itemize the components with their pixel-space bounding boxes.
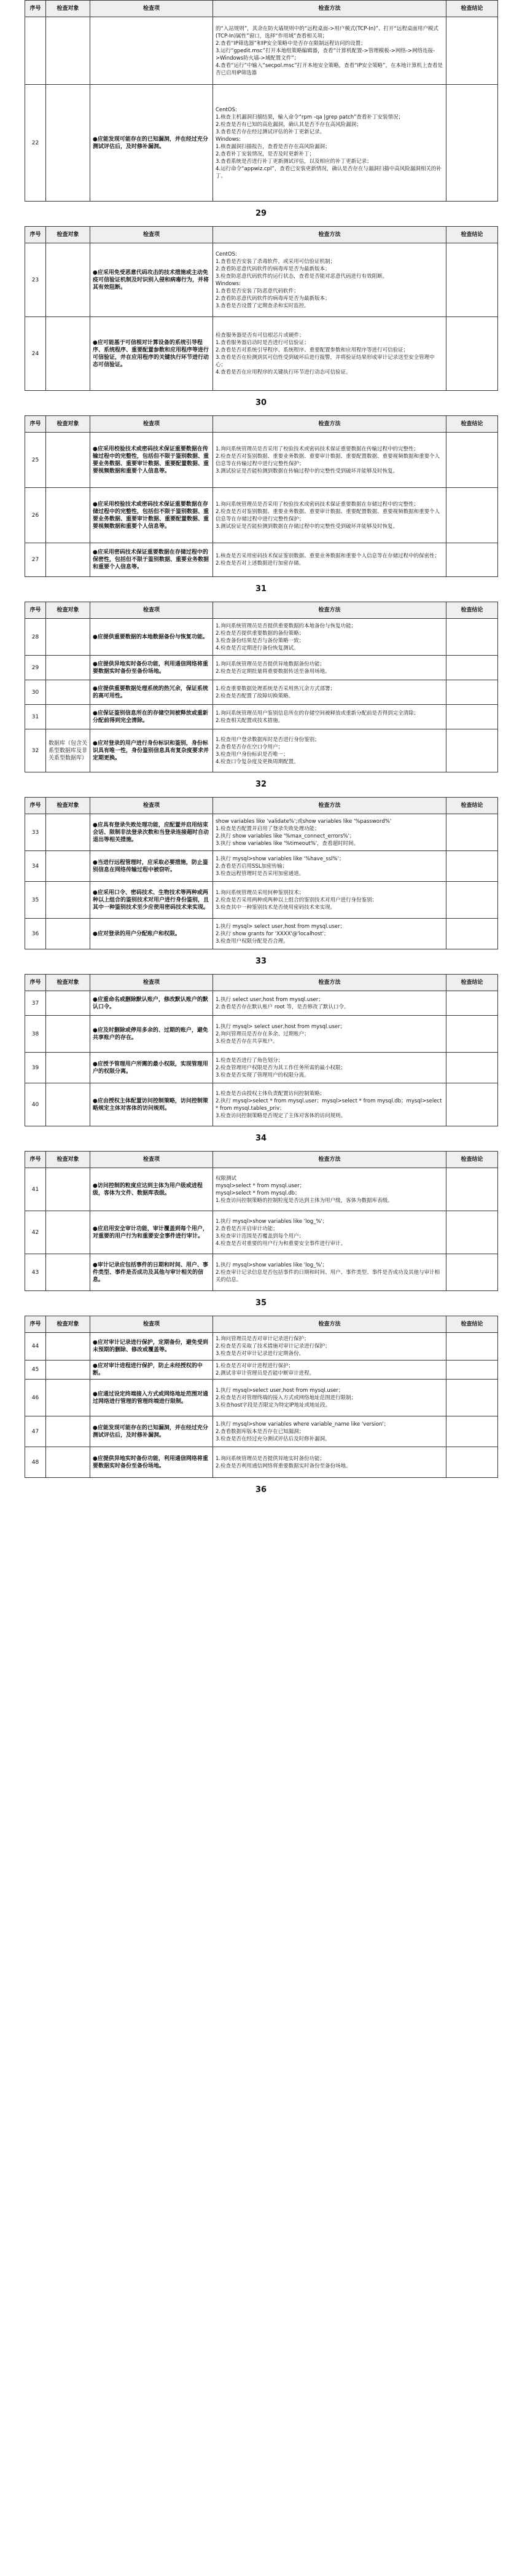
cell-method: 1.检查重要数据处理系统是否采用热冗余方式部署； 2.检查是否配置了故障切换策略。	[213, 680, 446, 705]
cell-num: 32	[25, 729, 46, 772]
cell-result	[446, 1361, 498, 1380]
page-number: 30	[255, 398, 267, 407]
cell-num: 38	[25, 1016, 46, 1053]
inspection-table	[25, 415, 498, 577]
table-header-row	[25, 602, 498, 619]
cell-method: 1.执行 mysql>show variables where variable_name like 'version'； 2.查看数据库版本是否存在已知漏洞； 3.检查是否在经过充分测试评估后及时修补漏洞。	[213, 1416, 446, 1447]
inspection-table	[25, 797, 498, 949]
column-header: 检查项	[90, 798, 213, 814]
cell-method: 1.询问管理员是否对审计记录进行保护； 2.检查是否采取了技术措施对审计记录进行保护； 3.检查是否对审计记录进行定期备份。	[213, 1333, 446, 1361]
cell-cat	[46, 243, 90, 317]
cell-item: ●应提供异地实时备份功能，利用通信网络将重要数据实时备份至备份场地。	[90, 656, 213, 680]
cell-result	[446, 729, 498, 772]
cell-cat	[46, 1416, 90, 1447]
cell-cat	[46, 1380, 90, 1416]
column-header: 检查方法	[213, 416, 446, 433]
column-header: 检查对象	[46, 1152, 90, 1168]
column-header: 检查结论	[446, 798, 498, 814]
table-row	[25, 85, 498, 202]
cell-cat	[46, 1254, 90, 1291]
cell-method: 的“入站规则”，其余在防火墙规则中的“远程桌面->用户模式(TCP-In)”、打开“远程桌面用户模式(TCP-In)属性”窗口，选择“作用域”查看相关项； 2.查看“IP筛选器”和IP安全策略中是否存在限制远程访问的设置； 3.运行“gpedit.msc”打开本地组策略编辑器，查看“计算机配置->管理模板->网络->网络连接->Windows防火墙->域配置文件”； 4.查看“运行”中输入“secpol.msc”打开本地安全策略，查看“IP安全策略”，在本地计算机上查看是否已启用IP筛选器	[213, 17, 446, 85]
cell-result	[446, 433, 498, 488]
page-section	[25, 415, 497, 577]
table-row	[25, 1168, 498, 1211]
table-row	[25, 851, 498, 882]
table-row	[25, 1211, 498, 1254]
cell-method: 1.检查是否对审计进程进行保护； 2.测试非审计管理员是否能中断审计进程。	[213, 1361, 446, 1380]
cell-item: ●应提供重要数据处理系统的热冗余，保证系统的高可用性。	[90, 680, 213, 705]
table-row	[25, 243, 498, 317]
cell-cat	[46, 1447, 90, 1478]
cell-cat: 数据库（包含关系型数据库及非关系型数据库）	[46, 729, 90, 772]
cell-cat	[46, 619, 90, 656]
cell-method: 1.检查是否进行了角色划分； 2.检查管理用户权限是否为其工作任务所需的最小权限； 3.检查是否实现了管理用户的权限分离。	[213, 1053, 446, 1083]
column-header: 检查方法	[213, 602, 446, 619]
table-row	[25, 882, 498, 919]
cell-cat	[46, 851, 90, 882]
table-row	[25, 1361, 498, 1380]
cell-result	[446, 991, 498, 1016]
cell-result	[446, 1083, 498, 1126]
page-number: 29	[255, 209, 267, 218]
cell-method: 1.询问系统管理员用户鉴别信息所在的存储空间被释放或重新分配前是否得到完全清除； 2.检查相关配置或技术措施。	[213, 705, 446, 729]
inspection-table	[25, 1316, 498, 1478]
cell-result	[446, 680, 498, 705]
column-header: 检查对象	[46, 798, 90, 814]
cell-result	[446, 656, 498, 680]
page-number: 31	[255, 584, 267, 594]
column-header: 检查方法	[213, 798, 446, 814]
cell-result	[446, 1254, 498, 1291]
cell-item	[90, 17, 213, 85]
table-row	[25, 433, 498, 488]
table-row	[25, 1053, 498, 1083]
cell-cat	[46, 1361, 90, 1380]
cell-method: 1.执行 mysql>show variables like 'log_%'； 2.查看是否开启审计功能； 3.检查审计范围是否覆盖到每个用户； 4.检查是否对重要的用户行为和重要安全事件进行审计。	[213, 1211, 446, 1254]
cell-item: ●应提供异地实时备份功能，利用通信网络将重要数据实时备份至备份场地。	[90, 1447, 213, 1478]
cell-item: ●应由授权主体配置访问控制策略，访问控制策略规定主体对客体的访问规则。	[90, 1083, 213, 1126]
cell-method: 检查服务器是否有可信根芯片或硬件； 1.查看服务器启动时是否进行可信验证； 2.查看是否对系统引导程序、系统程序、重要配置参数和应用程序等进行可信验证； 3.查看是否在检测到其可信性受到破坏后进行报警，并将验证结果形成审计记录送至安全管理中心； 4.查看是否在应用程序的关键执行环节进行动态可信验证。	[213, 317, 446, 391]
cell-item: ●应保证鉴别信息所在的存储空间被释放或重新分配前得到完全清除。	[90, 705, 213, 729]
column-header: 序号	[25, 1152, 46, 1168]
column-header: 检查方法	[213, 1, 446, 17]
cell-cat	[46, 919, 90, 949]
table-header-row	[25, 798, 498, 814]
cell-num: 35	[25, 882, 46, 919]
column-header: 检查对象	[46, 416, 90, 433]
table-row	[25, 1016, 498, 1053]
cell-method: CentOS: 1.核查主机漏洞扫描结果，输入命令“rpm -qa |grep patch”查看补丁安装情况； 2.检查是否有已知的高危漏洞，确认其是否不存在高风险漏洞； 3.查看是否存在经过测试评估的补丁更新记录。 Windows: 1.核查漏洞扫描报告，查看是否存在高风险漏洞； 2.查看补丁安装情况，是否及时更新补丁； 3.查看系统是否进行补丁更新测试评估，以及相应的补丁更新记录； 4.运行命令“appwiz.cpl”，查看已安装更新情况，确认是否存在与漏洞扫描中高风险漏洞相关的补丁。	[213, 85, 446, 202]
column-header: 检查项	[90, 975, 213, 991]
cell-item: ●审计记录应包括事件的日期和时间、用户、事件类型、事件是否成功及其他与审计相关的信息。	[90, 1254, 213, 1291]
cell-cat	[46, 882, 90, 919]
column-header: 检查对象	[46, 975, 90, 991]
cell-result	[446, 243, 498, 317]
cell-cat	[46, 656, 90, 680]
column-header: 检查项	[90, 227, 213, 243]
cell-num: 44	[25, 1333, 46, 1361]
table-row	[25, 1083, 498, 1126]
cell-num: 29	[25, 656, 46, 680]
page-section	[25, 1316, 497, 1478]
cell-result	[446, 705, 498, 729]
cell-num: 26	[25, 488, 46, 543]
cell-result	[446, 1416, 498, 1447]
cell-result	[446, 882, 498, 919]
column-header: 序号	[25, 416, 46, 433]
table-row	[25, 1380, 498, 1416]
cell-cat	[46, 680, 90, 705]
inspection-table	[25, 226, 498, 391]
cell-num: 33	[25, 814, 46, 851]
column-header: 检查项	[90, 602, 213, 619]
column-header: 检查方法	[213, 1316, 446, 1333]
column-header: 检查项	[90, 1152, 213, 1168]
table-row	[25, 488, 498, 543]
table-row	[25, 1416, 498, 1447]
page-section	[25, 1151, 497, 1291]
table-row	[25, 17, 498, 85]
cell-result	[446, 1053, 498, 1083]
cell-cat	[46, 543, 90, 577]
cell-method: 1.执行 mysql>show variables like '%have_ssl%'； 2.查看是否启用SSL加密传输； 3.检查远程管理时是否采用加密通道。	[213, 851, 446, 882]
cell-method: CentOS: 1.查看是否安装了杀毒软件，或采用可信验证机制； 2.查看防恶意代码软件的病毒库是否为最新版本； 3.检查防恶意代码软件的运行状态，查看是否能对恶意代码进行有效阻断。 Windows: 1.查看是否安装了防恶意代码软件； 2.查看防恶意代码软件的病毒库是否为最新版本； 3.查看是否设置了定期查杀和实时监控。	[213, 243, 446, 317]
cell-num: 41	[25, 1168, 46, 1211]
page-number: 32	[255, 780, 267, 789]
cell-cat	[46, 1333, 90, 1361]
cell-item: ●应具有登录失败处理功能，应配置并启用结束会话、限制非法登录次数和当登录连接超时自动退出等相关措施。	[90, 814, 213, 851]
cell-item: ●应可能基于可信根对计算设备的系统引导程序、系统程序、重要配置参数和应用程序等进行可信验证，并在应用程序的关键执行环节进行动态可信验证。	[90, 317, 213, 391]
cell-cat	[46, 433, 90, 488]
column-header: 序号	[25, 975, 46, 991]
cell-method: 1.执行 mysql> select user,host from mysql.user； 2.执行 show grants for 'XXXX'@'localhost'； 3.检查用户权限分配是否合理。	[213, 919, 446, 949]
cell-num: 36	[25, 919, 46, 949]
cell-num	[25, 17, 46, 85]
cell-method: 1.检查用户登录数据库时是否进行身份鉴别； 2.查看是否存在空口令用户； 3.检查用户身份标识是否唯一； 4.检查口令复杂度及更换周期配置。	[213, 729, 446, 772]
cell-item: ●应能发现可能存在的已知漏洞，并在经过充分测试评估后，及时修补漏洞。	[90, 1416, 213, 1447]
column-header: 检查对象	[46, 227, 90, 243]
cell-method: 1.核查是否采用密码技术保证鉴别数据、重要业务数据和重要个人信息等在存储过程中的保密性； 2.检查是否对上述数据进行加密存储。	[213, 543, 446, 577]
cell-cat	[46, 317, 90, 391]
inspection-table	[25, 974, 498, 1126]
cell-cat	[46, 705, 90, 729]
cell-num: 37	[25, 991, 46, 1016]
page-section	[25, 602, 497, 772]
cell-cat	[46, 1083, 90, 1126]
cell-result	[446, 814, 498, 851]
table-row	[25, 317, 498, 391]
column-header: 检查结论	[446, 975, 498, 991]
cell-result	[446, 17, 498, 85]
cell-cat	[46, 488, 90, 543]
table-row	[25, 1254, 498, 1291]
cell-method: 1.询问系统管理员是否提供异地数据备份功能； 2.检查是否定期批量将重要数据传送至备用场地。	[213, 656, 446, 680]
cell-item: ●应采用校验技术或密码技术保证重要数据在存储过程中的完整性，包括但不限于鉴别数据、重要业务数据、重要审计数据、重要配置数据、重要视频数据和重要个人信息等。	[90, 488, 213, 543]
table-header-row	[25, 1152, 498, 1168]
cell-method: 1.检查是否由授权主体负责配置访问控制策略； 2.执行 mysql>select * from mysql.user；mysql>select * from mysql.db；mysql>select * from mysql.tables_priv； 3.检查访问控制策略是否规定了主体对客体的访问规则。	[213, 1083, 446, 1126]
cell-num: 42	[25, 1211, 46, 1254]
cell-result	[446, 919, 498, 949]
cell-num: 25	[25, 433, 46, 488]
cell-method: 权限测试 mysql>select * from mysql.user； mysql>select * from mysql.db； 1.检查访问控制策略的控制粒度是否达到主体为用户级，客体为数据库表级。	[213, 1168, 446, 1211]
cell-cat	[46, 1016, 90, 1053]
cell-result	[446, 317, 498, 391]
cell-item: ●应采用校验技术或密码技术保证重要数据在传输过程中的完整性，包括但不限于鉴别数据、重要业务数据、重要审计数据、重要配置数据、重要视频数据和重要个人信息等。	[90, 433, 213, 488]
cell-result	[446, 1333, 498, 1361]
cell-num: 43	[25, 1254, 46, 1291]
cell-cat	[46, 85, 90, 202]
inspection-table	[25, 602, 498, 772]
cell-item: ●应提供重要数据的本地数据备份与恢复功能。	[90, 619, 213, 656]
page-number: 35	[255, 1298, 267, 1308]
cell-method: 1.执行 mysql> select user,host from mysql.user； 2.询问管理员是否存在多余、过期账户； 3.检查是否存在共享账户。	[213, 1016, 446, 1053]
column-header: 检查结论	[446, 1152, 498, 1168]
table-header-row	[25, 227, 498, 243]
column-header: 序号	[25, 227, 46, 243]
column-header: 检查结论	[446, 602, 498, 619]
cell-method: 1.询问系统管理员是否采用了校验技术或密码技术保证重要数据在存储过程中的完整性； 2.检查是否对鉴别数据、重要业务数据、重要审计数据、重要配置数据、重要视频数据和重要个人信息等在存储过程中进行完整性保护； 3.测试验证是否能检测到数据在存储过程中的完整性受到破坏并能够及时恢复。	[213, 488, 446, 543]
page-number: 34	[255, 1134, 267, 1143]
cell-num: 39	[25, 1053, 46, 1083]
table-header-row	[25, 1, 498, 17]
table-row	[25, 656, 498, 680]
cell-result	[446, 1447, 498, 1478]
cell-method: 1.询问系统管理员是否采用了校验技术或密码技术保证重要数据在传输过程中的完整性； 2.检查是否对鉴别数据、重要业务数据、重要审计数据、重要配置数据、重要视频数据和重要个人信息等在传输过程中进行完整性保护； 3.测试验证是否能检测到数据在传输过程中的完整性受到破坏并能够及时恢复。	[213, 433, 446, 488]
cell-num: 34	[25, 851, 46, 882]
cell-item: ●应采用免受恶意代码攻击的技术措施或主动免疫可信验证机制及时识别入侵和病毒行为，并将其有效阻断。	[90, 243, 213, 317]
cell-num: 47	[25, 1416, 46, 1447]
column-header: 检查对象	[46, 602, 90, 619]
column-header: 检查方法	[213, 1152, 446, 1168]
cell-num: 24	[25, 317, 46, 391]
cell-cat	[46, 1168, 90, 1211]
table-header-row	[25, 1316, 498, 1333]
cell-item: ●应重命名或删除默认账户，修改默认账户的默认口令。	[90, 991, 213, 1016]
cell-cat	[46, 1211, 90, 1254]
cell-item: ●应对登录的用户分配账户和权限。	[90, 919, 213, 949]
cell-item: ●应对登录的用户进行身份标识和鉴别，身份标识具有唯一性，身份鉴别信息具有复杂度要求并定期更换。	[90, 729, 213, 772]
cell-result	[446, 1380, 498, 1416]
cell-method: show variables like 'validate%';或show variables like '%password%' 1.检查是否配置并启用了登录失败处理功能； 2.执行 show variables like '%max_connect_errors%'； 3.执行 show variables like '%timeout%'，查看超时时间。	[213, 814, 446, 851]
column-header: 检查结论	[446, 416, 498, 433]
column-header: 检查结论	[446, 1316, 498, 1333]
cell-item: ●应启用安全审计功能，审计覆盖到每个用户，对重要的用户行为和重要安全事件进行审计。	[90, 1211, 213, 1254]
cell-num: 23	[25, 243, 46, 317]
column-header: 序号	[25, 798, 46, 814]
inspection-table	[25, 0, 498, 202]
cell-item: ●应能发现可能存在的已知漏洞，并在经过充分测试评估后，及时修补漏洞。	[90, 85, 213, 202]
cell-num: 45	[25, 1361, 46, 1380]
cell-num: 48	[25, 1447, 46, 1478]
cell-num: 46	[25, 1380, 46, 1416]
cell-item: ●应对审计记录进行保护，定期备份，避免受到未预期的删除、修改或覆盖等。	[90, 1333, 213, 1361]
cell-cat	[46, 814, 90, 851]
page-number: 36	[255, 1485, 267, 1494]
table-row	[25, 543, 498, 577]
cell-item: ●应及时删除或停用多余的、过期的账户，避免共享账户的存在。	[90, 1016, 213, 1053]
column-header: 检查对象	[46, 1, 90, 17]
column-header: 检查方法	[213, 227, 446, 243]
cell-result	[446, 488, 498, 543]
cell-result	[446, 85, 498, 202]
cell-method: 1.执行 mysql>select user,host from mysql.user； 2.检查是否对管理终端的接入方式或网络地址范围进行限制； 3.检查host字段是否限定为特定IP地址或地址段。	[213, 1380, 446, 1416]
column-header: 检查方法	[213, 975, 446, 991]
table-row	[25, 1447, 498, 1478]
table-row	[25, 729, 498, 772]
table-row	[25, 680, 498, 705]
cell-num: 27	[25, 543, 46, 577]
column-header: 检查项	[90, 1, 213, 17]
cell-item: ●当进行远程管理时，应采取必要措施，防止鉴别信息在网络传输过程中被窃听。	[90, 851, 213, 882]
cell-cat	[46, 17, 90, 85]
cell-num: 30	[25, 680, 46, 705]
cell-cat	[46, 1053, 90, 1083]
column-header: 检查结论	[446, 1, 498, 17]
cell-item: ●应通过设定终端接入方式或网络地址范围对通过网络进行管理的管理终端进行限制。	[90, 1380, 213, 1416]
cell-method: 1.执行 select user,host from mysql.user； 2.查看是否存在默认账户 root 等，是否修改了默认口令。	[213, 991, 446, 1016]
cell-method: 1.询问系统管理员是否提供重要数据的本地备份与恢复功能； 2.检查是否提供重要数据的备份策略； 3.检查备份结果是否与备份策略一致； 4.检查是否定期进行备份恢复测试。	[213, 619, 446, 656]
cell-item: ●应采用口令、密码技术、生物技术等两种或两种以上组合的鉴别技术对用户进行身份鉴别，且其中一种鉴别技术至少应使用密码技术来实现。	[90, 882, 213, 919]
page-section	[25, 0, 497, 202]
cell-result	[446, 1211, 498, 1254]
page-section	[25, 226, 497, 391]
page-section	[25, 797, 497, 949]
column-header: 检查结论	[446, 227, 498, 243]
column-header: 序号	[25, 602, 46, 619]
cell-num: 28	[25, 619, 46, 656]
cell-result	[446, 1016, 498, 1053]
cell-result	[446, 543, 498, 577]
cell-num: 22	[25, 85, 46, 202]
table-row	[25, 919, 498, 949]
cell-cat	[46, 991, 90, 1016]
cell-result	[446, 1168, 498, 1211]
cell-item: ●应授予管理用户所需的最小权限，实现管理用户的权限分离。	[90, 1053, 213, 1083]
cell-item: ●应对审计进程进行保护，防止未经授权的中断。	[90, 1361, 213, 1380]
page-number: 33	[255, 957, 267, 966]
cell-item: ●应采用密码技术保证重要数据在存储过程中的保密性，包括但不限于鉴别数据、重要业务数据和重要个人信息等。	[90, 543, 213, 577]
cell-result	[446, 619, 498, 656]
inspection-table	[25, 1151, 498, 1291]
cell-num: 40	[25, 1083, 46, 1126]
table-header-row	[25, 975, 498, 991]
page-section	[25, 974, 497, 1126]
cell-num: 31	[25, 705, 46, 729]
table-row	[25, 705, 498, 729]
table-row	[25, 991, 498, 1016]
column-header: 检查项	[90, 416, 213, 433]
column-header: 检查对象	[46, 1316, 90, 1333]
table-row	[25, 1333, 498, 1361]
cell-method: 1.询问系统管理员是否提供异地实时备份功能； 2.检查是否利用通信网络将重要数据实时备份至备份场地。	[213, 1447, 446, 1478]
table-header-row	[25, 416, 498, 433]
column-header: 检查项	[90, 1316, 213, 1333]
table-row	[25, 619, 498, 656]
cell-item: ●访问控制的粒度应达到主体为用户级或进程级，客体为文件、数据库表级。	[90, 1168, 213, 1211]
column-header: 序号	[25, 1316, 46, 1333]
cell-method: 1.询问系统管理员采用何种鉴别技术； 2.检查是否采用两种或两种以上组合的鉴别技术对用户进行身份鉴别； 3.检查其中一种鉴别技术是否使用密码技术来实现。	[213, 882, 446, 919]
cell-method: 1.执行 mysql>show variables like 'log_%'； 2.检查审计记录信息是否包括事件的日期和时间、用户、事件类型、事件是否成功及其他与审计相关的信息。	[213, 1254, 446, 1291]
table-row	[25, 814, 498, 851]
column-header: 序号	[25, 1, 46, 17]
cell-result	[446, 851, 498, 882]
